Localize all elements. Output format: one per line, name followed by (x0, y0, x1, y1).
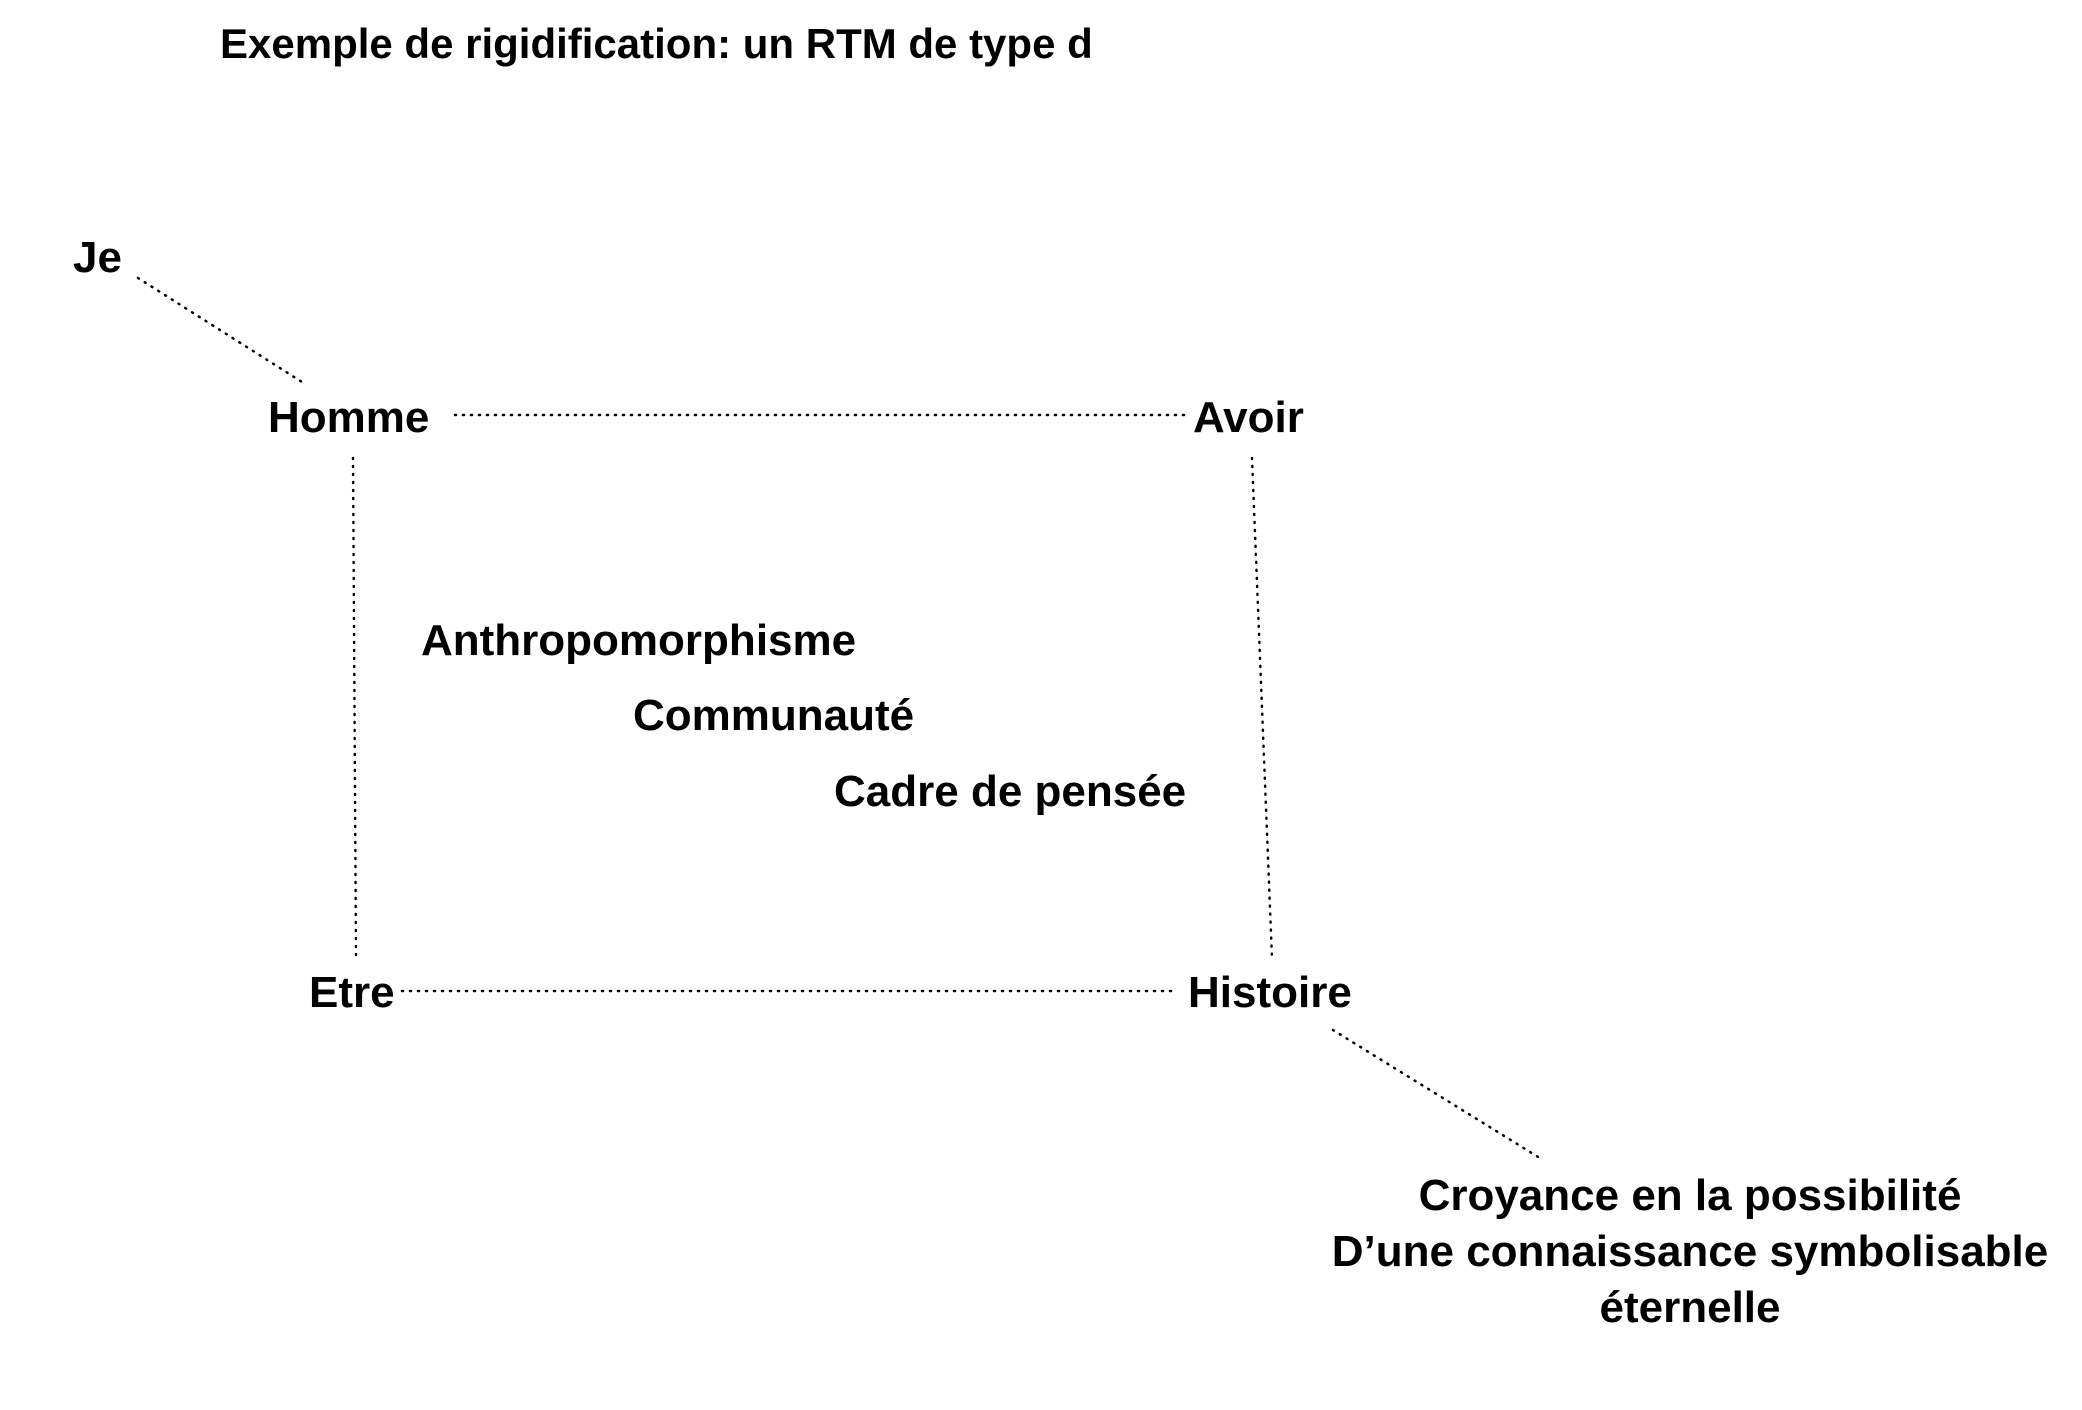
belief-note-line-2: D’une connaissance symbolisable (1331, 1227, 2049, 1276)
diagram-title: Exemple de rigidification: un RTM de type d (220, 20, 1093, 67)
center-term-communaute: Communauté (633, 691, 915, 740)
center-term-anthropomorphisme: Anthropomorphisme (421, 616, 857, 665)
node-homme: Homme (268, 393, 430, 442)
link-homme-etre (353, 458, 356, 958)
node-je: Je (73, 233, 122, 282)
node-avoir: Avoir (1193, 393, 1304, 442)
belief-note-line-3: éternelle (1599, 1283, 1781, 1332)
belief-note-line-1: Croyance en la possibilité (1418, 1171, 1962, 1220)
link-je-homme (138, 278, 302, 382)
node-histoire: Histoire (1188, 968, 1352, 1017)
center-term-cadre-de-pensee: Cadre de pensée (834, 767, 1187, 816)
node-etre: Etre (309, 968, 395, 1017)
link-histoire-note (1333, 1030, 1543, 1160)
belief-note (1310, 1168, 2070, 1336)
link-avoir-histoire (1252, 458, 1272, 958)
